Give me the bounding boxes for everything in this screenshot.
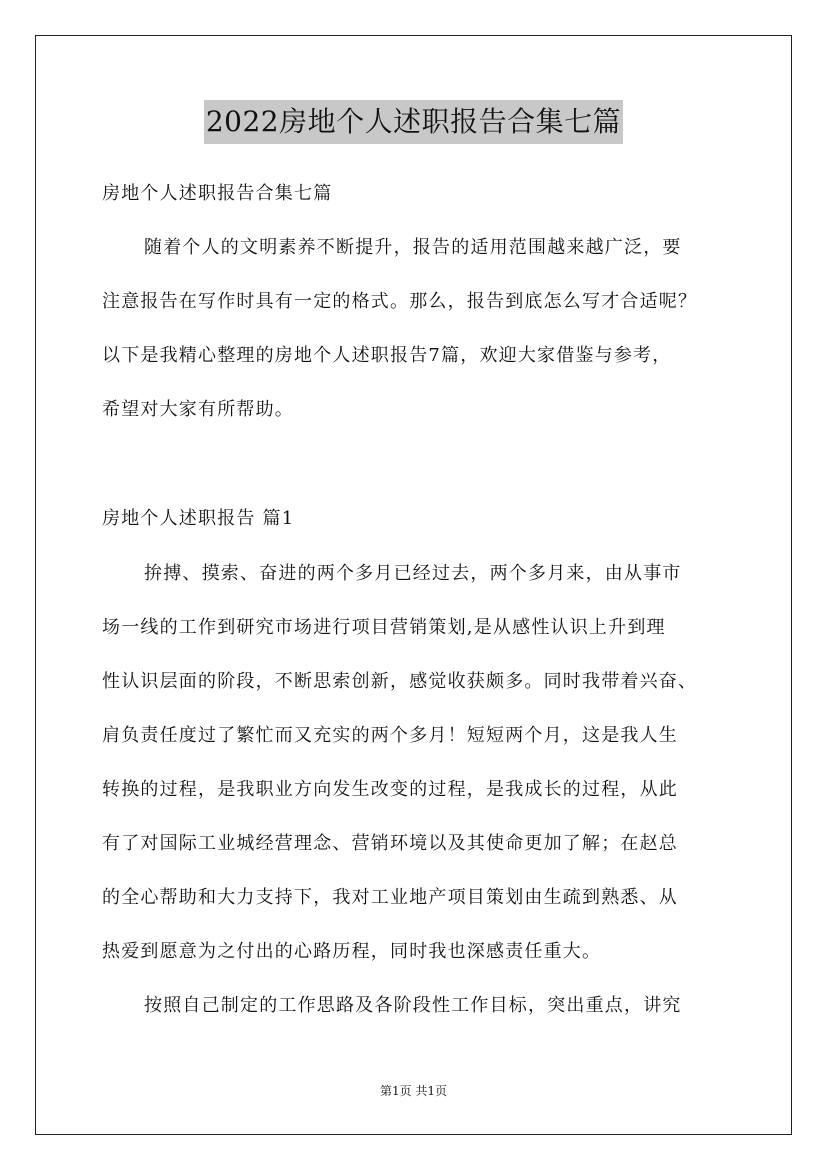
paragraph-line: 有了对国际工业城经营理念、营销环境以及其使命更加了解；在赵总 xyxy=(102,833,678,854)
paragraph-line: 热爱到愿意为之付出的心路历程，同时我也深感责任重大。 xyxy=(102,941,602,962)
page-number-footer: 第1页 共1页 xyxy=(379,1084,448,1098)
intro-line: 随着个人的文明素养不断提升，报告的适用范围越来越广泛，要 xyxy=(144,237,682,258)
paragraph-line: 肩负责任度过了繁忙而又充实的两个多月！短短两个月，这是我人生 xyxy=(102,725,678,746)
intro-line: 以下是我精心整理的房地个人述职报告7篇，欢迎大家借鉴与参考， xyxy=(102,345,672,366)
document-title-text: 2022房地个人述职报告合集七篇 xyxy=(204,100,623,144)
intro-line: 注意报告在写作时具有一定的格式。那么，报告到底怎么写才合适呢？ xyxy=(102,291,698,312)
paragraph-line: 的全心帮助和大力支持下，我对工业地产项目策划由生疏到熟悉、从 xyxy=(102,887,678,908)
section-heading: 房地个人述职报告 篇1 xyxy=(102,508,295,529)
paragraph-line: 转换的过程，是我职业方向发生改变的过程，是我成长的过程，从此 xyxy=(102,779,678,800)
paragraph-line: 场一线的工作到研究市场进行项目营销策划,是从感性认识上升到理 xyxy=(102,617,666,638)
intro-line: 希望对大家有所帮助。 xyxy=(102,399,294,420)
document-subtitle: 房地个人述职报告合集七篇 xyxy=(102,183,333,204)
document-title xyxy=(0,100,827,144)
paragraph-line: 按照自己制定的工作思路及各阶段性工作目标，突出重点，讲究 xyxy=(144,995,682,1016)
paragraph-line: 性认识层面的阶段，不断思索创新，感觉收获颇多。同时我带着兴奋、 xyxy=(102,671,698,692)
paragraph-line: 拚搏、摸索、奋进的两个多月已经过去，两个多月来，由从事市 xyxy=(144,563,682,584)
